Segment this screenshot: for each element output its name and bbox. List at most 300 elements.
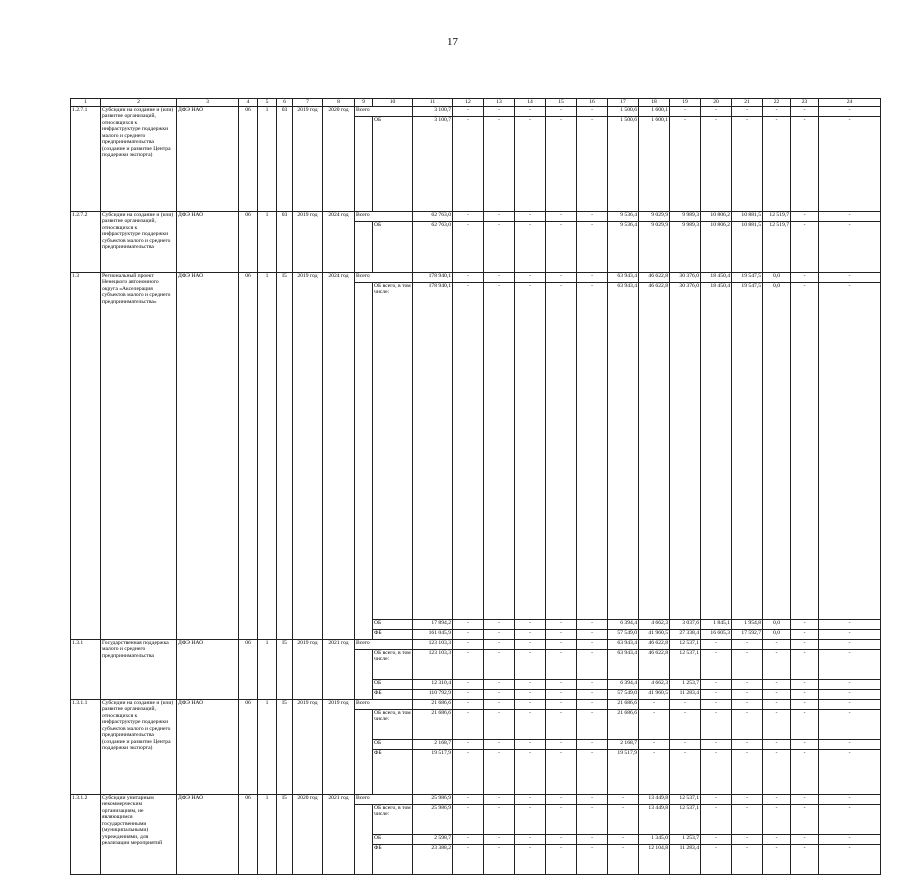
column-number-3: 3 — [177, 99, 239, 107]
value-cell: - — [484, 750, 515, 795]
code-cell: 06 — [239, 107, 258, 212]
value-cell: - — [732, 795, 763, 805]
value-cell: - — [546, 845, 577, 875]
value-cell: - — [453, 680, 484, 690]
value-cell: - — [515, 620, 546, 630]
value-cell: - — [515, 795, 546, 805]
executor-cell: ДФЭ НАО — [177, 700, 239, 795]
value-cell: - — [484, 740, 515, 750]
value-cell: - — [791, 650, 819, 680]
column-number-13: 13 — [484, 99, 515, 107]
value-cell: 1 500,6 — [608, 107, 639, 117]
value-cell: - — [484, 845, 515, 875]
value-cell: - — [791, 690, 819, 700]
value-cell: 10 881,5 — [732, 222, 763, 273]
column-number-22: 22 — [763, 99, 791, 107]
value-cell: - — [515, 740, 546, 750]
spacer-cell — [355, 710, 373, 795]
value-cell: - — [515, 222, 546, 273]
value-cell: - — [701, 750, 732, 795]
value-cell: - — [453, 700, 484, 710]
code-cell: 1 — [258, 107, 277, 212]
value-cell: - — [546, 710, 577, 740]
value-cell: 1 253,7 — [670, 835, 701, 845]
value-cell: - — [515, 107, 546, 117]
value-cell: - — [577, 630, 608, 640]
column-number-17: 17 — [608, 99, 639, 107]
value-cell: 9 029,9 — [639, 212, 670, 222]
value-cell: - — [732, 690, 763, 700]
value-cell: - — [701, 690, 732, 700]
value-cell: - — [819, 107, 881, 117]
column-number-23: 23 — [791, 99, 819, 107]
value-cell: - — [701, 650, 732, 680]
code-cell: 06 — [239, 640, 258, 700]
funding-source-cell: ОБ всего, в том числе: — [373, 710, 413, 740]
value-cell: - — [608, 795, 639, 805]
value-cell: - — [670, 117, 701, 212]
code-cell: 06 — [239, 700, 258, 795]
value-cell: 63 943,4 — [608, 283, 639, 620]
start-year-cell: 2019 год — [293, 107, 323, 212]
value-cell: 62 763,0 — [413, 222, 453, 273]
value-cell: 161 045,9 — [413, 630, 453, 640]
executor-cell: ДФЭ НАО — [177, 640, 239, 700]
value-cell: - — [791, 835, 819, 845]
value-cell: - — [819, 805, 881, 835]
value-cell: - — [819, 630, 881, 640]
value-cell: 18 450,4 — [701, 273, 732, 283]
value-cell: - — [515, 700, 546, 710]
start-year-cell: 2020 год — [293, 795, 323, 875]
value-cell: - — [791, 750, 819, 795]
value-cell: 13 449,8 — [639, 795, 670, 805]
value-cell: - — [577, 650, 608, 680]
item-number-cell: 1.2.7.1 — [71, 107, 101, 212]
value-cell: 41 960,5 — [639, 690, 670, 700]
value-cell: 41 960,5 — [639, 630, 670, 640]
funding-source-cell: ОБ — [373, 740, 413, 750]
value-cell: - — [546, 750, 577, 795]
code-cell: 03 — [277, 212, 293, 273]
funding-source-cell: Всего — [355, 700, 413, 710]
code-cell: 06 — [239, 212, 258, 273]
value-cell: - — [577, 805, 608, 835]
value-cell: - — [484, 640, 515, 650]
value-cell: 19 517,9 — [608, 750, 639, 795]
value-cell: - — [515, 750, 546, 795]
value-cell: - — [546, 805, 577, 835]
value-cell: 4 662,3 — [639, 680, 670, 690]
value-cell: 46 622,8 — [639, 283, 670, 620]
value-cell: - — [819, 620, 881, 630]
value-cell: - — [546, 650, 577, 680]
value-cell: - — [453, 273, 484, 283]
value-cell: - — [546, 620, 577, 630]
value-cell: - — [515, 805, 546, 835]
value-cell: - — [732, 700, 763, 710]
value-cell: 12 537,1 — [670, 795, 701, 805]
value-cell: 11 283,4 — [670, 845, 701, 875]
spacer-cell — [355, 117, 373, 212]
value-cell: 16 605,3 — [701, 630, 732, 640]
value-cell: - — [639, 700, 670, 710]
value-cell: - — [819, 750, 881, 795]
value-cell: - — [577, 273, 608, 283]
value-cell: - — [763, 740, 791, 750]
value-cell: - — [577, 283, 608, 620]
value-cell: - — [791, 630, 819, 640]
value-cell: 46 622,8 — [639, 273, 670, 283]
value-cell: 9 536,4 — [608, 222, 639, 273]
start-year-cell: 2019 год — [293, 640, 323, 700]
value-cell: - — [763, 750, 791, 795]
value-cell: 18 450,4 — [701, 283, 732, 620]
value-cell: 2 168,7 — [413, 740, 453, 750]
value-cell: - — [453, 845, 484, 875]
value-cell: 12 537,1 — [670, 640, 701, 650]
code-cell: I5 — [277, 795, 293, 875]
value-cell: - — [701, 845, 732, 875]
value-cell: 6 394,4 — [608, 620, 639, 630]
value-cell: 0,0 — [763, 273, 791, 283]
table-row — [71, 640, 881, 650]
value-cell: - — [701, 740, 732, 750]
value-cell: - — [577, 640, 608, 650]
value-cell: - — [639, 750, 670, 795]
item-name-cell: Региональный проект Ненецкого автономного округа «Акселерация субъектов малого и среднего предпринимательства» — [101, 273, 177, 640]
value-cell: 27 338,4 — [670, 630, 701, 640]
value-cell: - — [732, 805, 763, 835]
value-cell: 63 943,4 — [608, 650, 639, 680]
value-cell: - — [577, 680, 608, 690]
value-cell: - — [791, 680, 819, 690]
value-cell: - — [453, 107, 484, 117]
value-cell: 21 686,6 — [413, 710, 453, 740]
end-year-cell: 2024 год — [323, 212, 355, 273]
value-cell: 17 894,2 — [413, 620, 453, 630]
value-cell: 63 943,4 — [608, 273, 639, 283]
funding-source-cell: Всего — [355, 107, 413, 117]
value-cell: - — [453, 620, 484, 630]
value-cell: 11 283,4 — [670, 690, 701, 700]
value-cell: - — [608, 845, 639, 875]
value-cell: - — [453, 222, 484, 273]
value-cell: - — [819, 222, 881, 273]
value-cell: - — [577, 212, 608, 222]
value-cell: - — [791, 222, 819, 273]
value-cell: - — [763, 690, 791, 700]
page-number: 17 — [447, 36, 458, 48]
value-cell: - — [670, 700, 701, 710]
value-cell: - — [484, 835, 515, 845]
code-cell: I5 — [277, 700, 293, 795]
value-cell: 30 376,0 — [670, 273, 701, 283]
value-cell: - — [819, 273, 881, 283]
value-cell: - — [453, 740, 484, 750]
value-cell: - — [732, 107, 763, 117]
value-cell: 123 103,3 — [413, 640, 453, 650]
value-cell: 9 536,4 — [608, 212, 639, 222]
value-cell: 17 592,7 — [732, 630, 763, 640]
value-cell: - — [546, 700, 577, 710]
code-cell: 1 — [258, 795, 277, 875]
value-cell: 30 376,0 — [670, 283, 701, 620]
value-cell: - — [484, 630, 515, 640]
item-name-cell: Государственная поддержка малого и среднего предпринимательства — [101, 640, 177, 700]
value-cell: 1 845,1 — [701, 620, 732, 630]
value-cell: - — [577, 700, 608, 710]
column-number-7: 7 — [293, 99, 323, 107]
value-cell: 12 104,8 — [639, 845, 670, 875]
value-cell: - — [701, 805, 732, 835]
value-cell: - — [484, 620, 515, 630]
value-cell: 25 986,9 — [413, 805, 453, 835]
value-cell: - — [577, 845, 608, 875]
executor-cell: ДФЭ НАО — [177, 273, 239, 640]
value-cell: - — [701, 835, 732, 845]
value-cell: 57 549,0 — [608, 690, 639, 700]
value-cell: 178 940,1 — [413, 273, 453, 283]
value-cell: 46 622,8 — [639, 650, 670, 680]
value-cell: 62 763,0 — [413, 212, 453, 222]
value-cell: - — [453, 650, 484, 680]
value-cell: 1 253,7 — [670, 680, 701, 690]
value-cell: - — [546, 283, 577, 620]
column-number-4: 4 — [239, 99, 258, 107]
code-cell: 1 — [258, 212, 277, 273]
funding-source-cell: ОБ всего, в том числе: — [373, 650, 413, 680]
funding-source-cell: ОБ всего, в том числе: — [373, 805, 413, 835]
value-cell: - — [791, 117, 819, 212]
value-cell: - — [732, 710, 763, 740]
value-cell: - — [701, 710, 732, 740]
item-number-cell: 1.3.1.1 — [71, 700, 101, 795]
value-cell: - — [763, 805, 791, 835]
value-cell: - — [819, 795, 881, 805]
value-cell: - — [670, 740, 701, 750]
value-cell: - — [577, 620, 608, 630]
value-cell: - — [639, 710, 670, 740]
end-year-cell: 2024 год — [323, 273, 355, 640]
value-cell: - — [546, 795, 577, 805]
column-number-12: 12 — [453, 99, 484, 107]
value-cell: - — [515, 640, 546, 650]
value-cell: - — [763, 835, 791, 845]
item-name-cell: Субсидии на создание и (или) развитие организаций, относящихся к инфраструктуре поддержки субъектов малого и среднего предпринимательства — [101, 212, 177, 273]
funding-source-cell: ОБ — [373, 680, 413, 690]
value-cell: - — [732, 117, 763, 212]
spacer-cell — [355, 283, 373, 640]
value-cell: 9 029,9 — [639, 222, 670, 273]
value-cell: - — [819, 640, 881, 650]
value-cell: - — [701, 640, 732, 650]
funding-source-cell: Всего — [355, 273, 413, 283]
code-cell: 1 — [258, 700, 277, 795]
value-cell: - — [484, 700, 515, 710]
value-cell: - — [791, 640, 819, 650]
value-cell: - — [819, 212, 881, 222]
value-cell: - — [453, 835, 484, 845]
value-cell: - — [484, 710, 515, 740]
column-number-15: 15 — [546, 99, 577, 107]
value-cell: - — [515, 630, 546, 640]
value-cell: - — [484, 650, 515, 680]
value-cell: 21 686,6 — [413, 700, 453, 710]
column-number-18: 18 — [639, 99, 670, 107]
value-cell: 12 310,4 — [413, 680, 453, 690]
value-cell: 13 449,8 — [639, 805, 670, 835]
funding-source-cell: ФБ — [373, 690, 413, 700]
end-year-cell: 2020 год — [323, 107, 355, 212]
value-cell: 2 598,7 — [413, 835, 453, 845]
start-year-cell: 2019 год — [293, 273, 323, 640]
value-cell: - — [763, 795, 791, 805]
code-cell: 03 — [277, 107, 293, 212]
value-cell: 10 881,5 — [732, 212, 763, 222]
table-row — [71, 795, 881, 805]
value-cell: - — [453, 640, 484, 650]
column-number-16: 16 — [577, 99, 608, 107]
value-cell: 12 519,7 — [763, 222, 791, 273]
value-cell: 10 806,2 — [701, 222, 732, 273]
value-cell: 19 547,5 — [732, 273, 763, 283]
value-cell: - — [577, 710, 608, 740]
value-cell: - — [819, 680, 881, 690]
value-cell: 0,0 — [763, 630, 791, 640]
value-cell: - — [546, 222, 577, 273]
value-cell: - — [791, 273, 819, 283]
value-cell: 1 600,1 — [639, 107, 670, 117]
value-cell: - — [577, 107, 608, 117]
item-number-cell: 1.2.7.2 — [71, 212, 101, 273]
value-cell: - — [546, 680, 577, 690]
value-cell: - — [546, 117, 577, 212]
column-number-21: 21 — [732, 99, 763, 107]
item-number-cell: 1.3.1.2 — [71, 795, 101, 875]
value-cell: - — [763, 845, 791, 875]
value-cell: 6 394,4 — [608, 680, 639, 690]
value-cell: 46 622,8 — [639, 640, 670, 650]
funding-source-cell: Всего — [355, 795, 413, 805]
column-number-24: 24 — [819, 99, 881, 107]
value-cell: 3 037,6 — [670, 620, 701, 630]
value-cell: - — [484, 690, 515, 700]
value-cell: - — [484, 107, 515, 117]
value-cell: - — [819, 283, 881, 620]
column-number-19: 19 — [670, 99, 701, 107]
value-cell: - — [577, 835, 608, 845]
value-cell: - — [732, 680, 763, 690]
value-cell: - — [791, 710, 819, 740]
value-cell: - — [453, 117, 484, 212]
value-cell: - — [819, 650, 881, 680]
funding-source-cell: Всего — [355, 212, 413, 222]
value-cell: - — [732, 750, 763, 795]
value-cell: - — [819, 700, 881, 710]
end-year-cell: 2019 год — [323, 700, 355, 795]
value-cell: - — [791, 212, 819, 222]
value-cell: - — [732, 845, 763, 875]
value-cell: - — [732, 740, 763, 750]
value-cell: - — [639, 740, 670, 750]
value-cell: - — [577, 690, 608, 700]
value-cell: 2 168,7 — [608, 740, 639, 750]
value-cell: - — [515, 680, 546, 690]
value-cell: - — [670, 710, 701, 740]
value-cell: - — [577, 117, 608, 212]
value-cell: 110 792,9 — [413, 690, 453, 700]
value-cell: 1 600,1 — [639, 117, 670, 212]
value-cell: - — [515, 835, 546, 845]
value-cell: 19 547,5 — [732, 283, 763, 620]
funding-source-cell: ФБ — [373, 845, 413, 875]
value-cell: - — [791, 795, 819, 805]
value-cell: - — [791, 740, 819, 750]
value-cell: - — [763, 680, 791, 690]
value-cell: 4 662,3 — [639, 620, 670, 630]
spacer-cell — [355, 650, 373, 700]
value-cell: - — [453, 212, 484, 222]
value-cell: - — [515, 212, 546, 222]
value-cell: 19 517,9 — [413, 750, 453, 795]
value-cell: - — [791, 620, 819, 630]
value-cell: - — [819, 690, 881, 700]
value-cell: - — [763, 117, 791, 212]
table-row — [71, 273, 881, 283]
start-year-cell: 2019 год — [293, 212, 323, 273]
value-cell: 3 100,7 — [413, 117, 453, 212]
funding-source-cell: ОБ — [373, 117, 413, 212]
column-number-11: 11 — [413, 99, 453, 107]
column-number-5: 5 — [258, 99, 277, 107]
funding-source-cell: ОБ — [373, 222, 413, 273]
value-cell: - — [515, 710, 546, 740]
funding-source-cell: ОБ всего, в том числе: — [373, 283, 413, 620]
value-cell: - — [701, 680, 732, 690]
value-cell: - — [763, 107, 791, 117]
value-cell: - — [763, 650, 791, 680]
value-cell: - — [577, 795, 608, 805]
value-cell: 0,0 — [763, 620, 791, 630]
funding-source-cell: Всего — [355, 640, 413, 650]
value-cell: - — [453, 630, 484, 640]
value-cell: - — [791, 107, 819, 117]
value-cell: 3 100,7 — [413, 107, 453, 117]
start-year-cell: 2019 год — [293, 700, 323, 795]
column-number-8: 8 — [323, 99, 355, 107]
value-cell: - — [484, 805, 515, 835]
value-cell: - — [515, 690, 546, 700]
code-cell: I5 — [277, 640, 293, 700]
column-number-10: 10 — [373, 99, 413, 107]
value-cell: - — [577, 750, 608, 795]
column-number-9: 9 — [355, 99, 373, 107]
value-cell: - — [484, 680, 515, 690]
value-cell: - — [546, 640, 577, 650]
value-cell: - — [546, 835, 577, 845]
column-number-20: 20 — [701, 99, 732, 107]
value-cell: - — [791, 805, 819, 835]
value-cell: - — [484, 117, 515, 212]
item-number-cell: 1.3.1 — [71, 640, 101, 700]
value-cell: - — [732, 835, 763, 845]
value-cell: - — [670, 107, 701, 117]
value-cell: 57 549,0 — [608, 630, 639, 640]
value-cell: 178 940,1 — [413, 283, 453, 620]
value-cell: - — [546, 273, 577, 283]
value-cell: 9 989,3 — [670, 222, 701, 273]
